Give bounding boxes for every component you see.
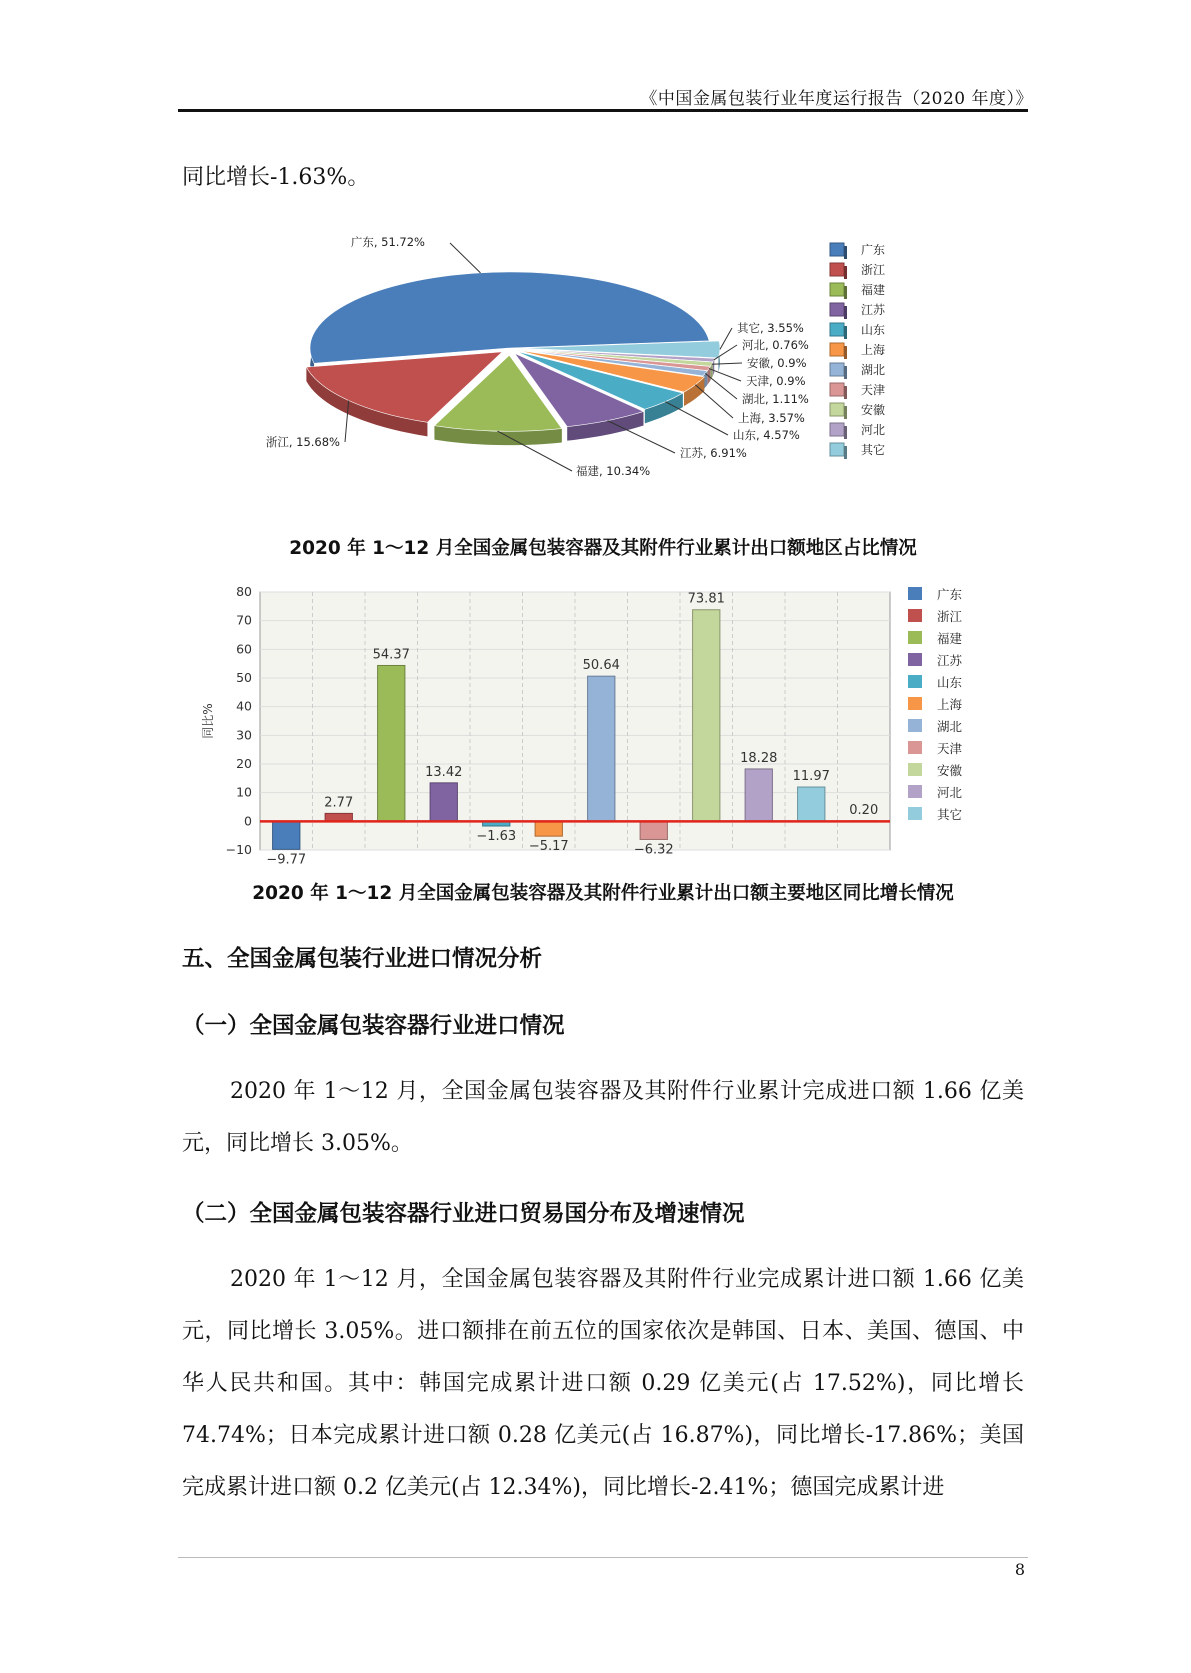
pie-label-湖北: 湖北, 1.11% xyxy=(742,392,809,406)
legend-swatch xyxy=(830,283,844,296)
pie-leader-line xyxy=(450,243,480,273)
legend-label-浙江: 浙江 xyxy=(937,609,963,624)
legend-label-湖北: 湖北 xyxy=(937,719,963,734)
pie-label-天津: 天津, 0.9% xyxy=(746,374,806,388)
legend-swatch xyxy=(830,343,844,356)
y-tick-label: 0 xyxy=(244,813,252,829)
subsection-1-heading: （一）全国金属包装容器行业进口情况 xyxy=(182,1013,565,1039)
bar-value-label: −6.32 xyxy=(633,842,674,858)
legend-swatch xyxy=(908,807,922,820)
y-tick-label: 80 xyxy=(236,584,252,599)
bar-chart xyxy=(190,580,1020,870)
bar-9 xyxy=(745,769,772,821)
legend-swatch xyxy=(908,741,922,754)
pie-label-其它: 其它, 3.55% xyxy=(737,321,804,335)
y-tick-label: −10 xyxy=(225,842,252,857)
legend-label-天津: 天津 xyxy=(937,741,963,756)
pie-chart xyxy=(250,235,1010,520)
running-header: 《中国金属包装行业年度运行报告（2020 年度）》 xyxy=(640,89,1033,109)
y-tick-label: 30 xyxy=(236,727,252,743)
page-number: 8 xyxy=(1014,1560,1025,1579)
bar-value-label: 54.37 xyxy=(372,647,410,663)
y-tick-label: 50 xyxy=(236,670,252,685)
pie-body xyxy=(306,272,720,445)
header-rule xyxy=(178,109,1028,112)
legend-label-广东: 广东 xyxy=(861,243,886,257)
pie-legend xyxy=(830,242,886,459)
legend-swatch xyxy=(830,243,844,256)
bar-value-label: −5.17 xyxy=(528,839,569,855)
legend-label-天津: 天津 xyxy=(861,383,886,397)
y-axis-label: 同比% xyxy=(201,703,215,739)
legend-label-湖北: 湖北 xyxy=(861,363,886,377)
legend-swatch xyxy=(830,383,844,396)
legend-swatch xyxy=(830,303,844,316)
legend-label-福建: 福建 xyxy=(937,631,963,646)
legend-label-其它: 其它 xyxy=(937,807,963,822)
legend-label-山东: 山东 xyxy=(861,323,886,337)
legend-label-上海: 上海 xyxy=(861,343,886,357)
subsection-2-heading: （二）全国金属包装容器行业进口贸易国分布及增速情况 xyxy=(182,1201,745,1227)
bar-chart-title: 2020 年 1～12 月全国金属包装容器及其附件行业累计出口额主要地区同比增长情况 xyxy=(252,883,954,904)
bar-value-label: 0.20 xyxy=(849,802,879,818)
bar-value-label: 2.77 xyxy=(324,795,354,811)
legend-swatch xyxy=(908,609,922,622)
pie-label-浙江: 浙江, 15.68% xyxy=(265,435,340,449)
pie-label-河北: 河北, 0.76% xyxy=(742,338,809,352)
bar-8 xyxy=(693,610,720,822)
legend-swatch xyxy=(830,363,844,376)
legend-swatch xyxy=(908,719,922,732)
y-tick-label: 70 xyxy=(236,612,252,628)
pie-leader-line xyxy=(712,363,742,364)
pie-leader-line xyxy=(720,328,732,349)
legend-swatch xyxy=(908,697,922,710)
y-tick-label: 20 xyxy=(236,756,252,771)
legend-swatch xyxy=(908,587,922,600)
legend-swatch xyxy=(908,763,922,776)
y-tick-label: 10 xyxy=(236,784,252,800)
legend-swatch xyxy=(830,323,844,336)
legend-label-江苏: 江苏 xyxy=(861,303,886,317)
pie-leader-line xyxy=(665,402,728,435)
legend-label-河北: 河北 xyxy=(937,785,963,800)
legend-label-安徽: 安徽 xyxy=(937,763,963,778)
bar-0 xyxy=(273,821,300,849)
y-tick-label: 60 xyxy=(236,641,252,657)
pie-label-江苏: 江苏, 6.91% xyxy=(680,446,747,460)
bar-value-label: 50.64 xyxy=(582,658,620,674)
bar-value-label: −9.77 xyxy=(266,852,307,868)
pie-leader-line xyxy=(709,369,741,381)
pie-chart-title: 2020 年 1～12 月全国金属包装容器及其附件行业累计出口额地区占比情况 xyxy=(289,538,917,559)
bar-2 xyxy=(378,665,405,821)
legend-label-浙江: 浙江 xyxy=(861,263,886,277)
bar-value-label: 13.42 xyxy=(425,764,463,780)
top-paragraph: 同比增长-1.63%。 xyxy=(182,165,370,190)
bar-value-label: 11.97 xyxy=(792,769,830,785)
pie-leader-line xyxy=(695,385,733,418)
legend-swatch xyxy=(908,675,922,688)
legend-label-河北: 河北 xyxy=(861,423,886,437)
pie-label-福建: 福建, 10.34% xyxy=(576,464,651,478)
bar-5 xyxy=(535,821,562,836)
legend-label-福建: 福建 xyxy=(861,283,886,297)
legend-swatch xyxy=(908,785,922,798)
y-tick-label: 40 xyxy=(236,698,252,714)
subsection-2-paragraph: 2020 年 1～12 月，全国金属包装容器及其附件行业完成累计进口额 1.66 亿美元，同比增长 3.05%。进口额排在前五位的国家依次是韩国、日本、美国、德国、中华人民共和国。其中：韩国完成累计进口额 0.29 亿美元(占 17.52%)，同比增长 74.74%；日本完成累计进口额 0.28 亿美元(占 16.87%)，同比增长-17.86%；美国完成累计进口额 0.2 亿美元(占 12.34%)，同比增长-2.41%；德国完成累计进 xyxy=(182,1267,1024,1500)
bar-value-label: −1.63 xyxy=(476,829,517,845)
legend-swatch xyxy=(830,403,844,416)
section-5-heading: 五、全国金属包装行业进口情况分析 xyxy=(182,946,543,972)
legend-label-上海: 上海 xyxy=(937,697,963,712)
legend-swatch xyxy=(830,443,844,456)
pie-label-安徽: 安徽, 0.9% xyxy=(747,356,807,370)
legend-swatch xyxy=(908,631,922,644)
legend-label-广东: 广东 xyxy=(937,587,963,602)
legend-label-山东: 山东 xyxy=(937,675,963,690)
pie-label-广东: 广东, 51.72% xyxy=(350,235,425,249)
bar-6 xyxy=(588,676,615,821)
legend-swatch xyxy=(908,653,922,666)
bar-3 xyxy=(430,783,457,821)
subsection-1-paragraph: 2020 年 1～12 月，全国金属包装容器及其附件行业累计完成进口额 1.66 亿美元，同比增长 3.05%。 xyxy=(182,1079,1024,1156)
legend-label-安徽: 安徽 xyxy=(861,403,886,417)
bar-10 xyxy=(798,787,825,821)
bar-value-label: 73.81 xyxy=(687,591,725,607)
bar-value-label: 18.28 xyxy=(740,750,778,766)
legend-label-江苏: 江苏 xyxy=(937,653,963,668)
pie-label-山东: 山东, 4.57% xyxy=(733,428,800,442)
legend-swatch xyxy=(830,263,844,276)
footer-rule xyxy=(178,1557,1028,1558)
legend-swatch xyxy=(830,423,844,436)
bar-7 xyxy=(640,821,667,839)
pie-label-上海: 上海, 3.57% xyxy=(738,411,805,425)
legend-label-其它: 其它 xyxy=(861,443,886,457)
